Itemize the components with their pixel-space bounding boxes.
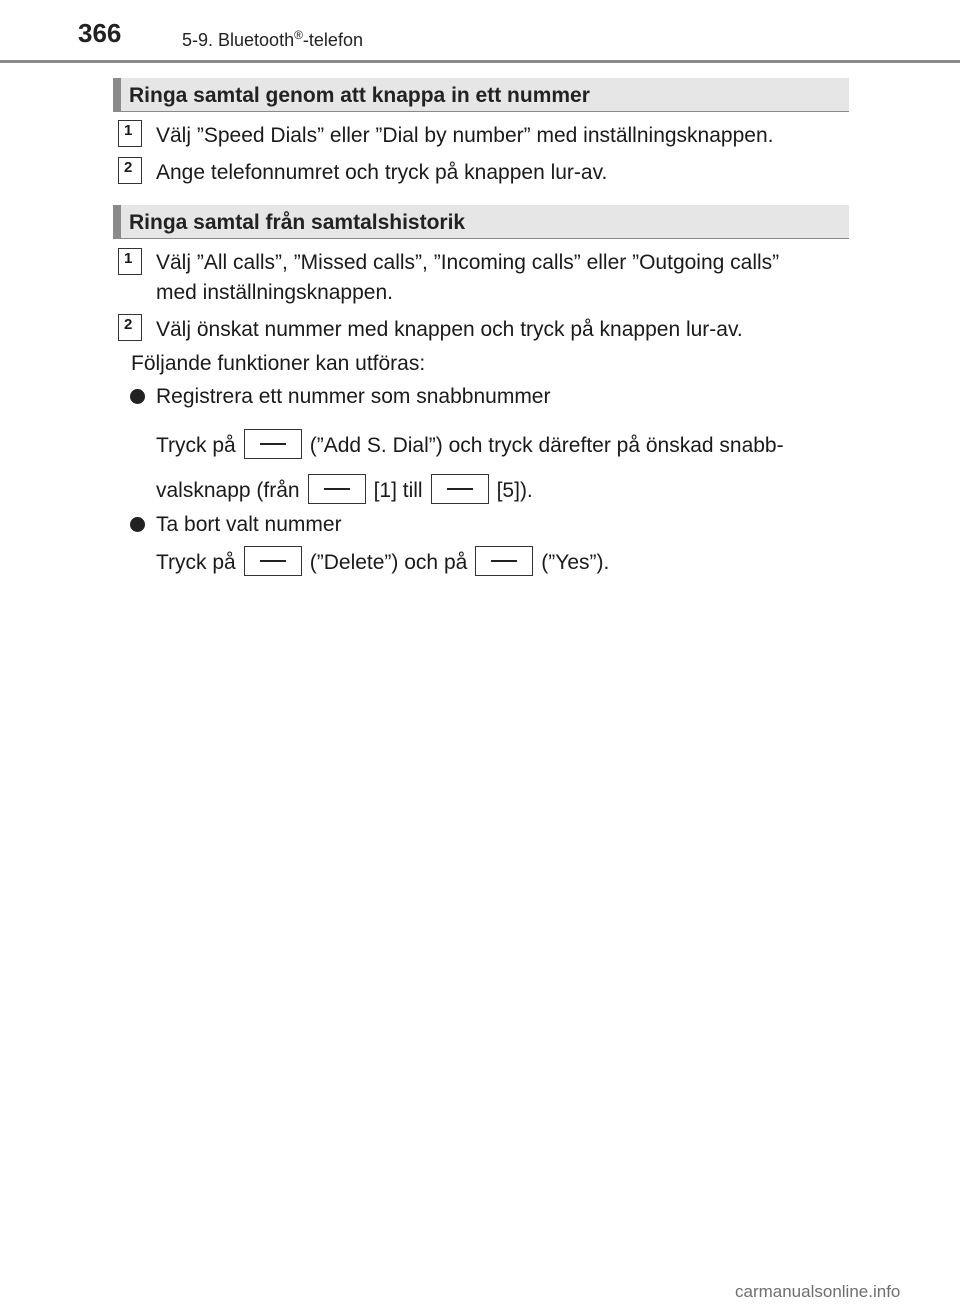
section-heading-call-history: [113, 205, 849, 239]
section-title: Ringa samtal genom att knappa in ett nummer: [129, 84, 590, 107]
step-number-badge: 2: [118, 314, 142, 341]
step-text-continued: med inställningsknappen.: [156, 281, 393, 304]
page-number: 366: [78, 18, 122, 48]
instruction-text: (”Delete”) och på: [309, 551, 468, 574]
chapter-title: [182, 28, 363, 51]
instruction-text: (”Add S. Dial”) och tryck därefter på önskad snabb-: [309, 434, 784, 457]
function-instruction: [156, 476, 533, 506]
step-number-badge: 2: [118, 157, 142, 184]
step-text: Ange telefonnumret och tryck på knappen lur-av.: [156, 161, 608, 184]
chapter-suffix: -telefon: [302, 30, 363, 50]
step-text: Välj ”Speed Dials” eller ”Dial by number” med inställningsknappen.: [156, 124, 774, 147]
functions-intro: Följande funktioner kan utföras:: [131, 352, 426, 375]
header-rule: [0, 60, 960, 63]
function-instruction: [156, 548, 609, 578]
bullet-dot: [130, 389, 145, 404]
screen-button-icon: [244, 429, 302, 459]
instruction-text: Tryck på: [156, 434, 236, 457]
bullet-dot: [130, 517, 145, 532]
page-header: [0, 0, 960, 62]
screen-button-icon: [244, 546, 302, 576]
step-text: Välj önskat nummer med knappen och tryck på knappen lur-av.: [156, 318, 743, 341]
instruction-text: Tryck på: [156, 551, 236, 574]
instruction-text: [5]).: [496, 479, 533, 502]
screen-button-icon: [431, 474, 489, 504]
instruction-text: (”Yes”).: [541, 551, 610, 574]
step-text: Välj ”All calls”, ”Missed calls”, ”Incoming calls” eller ”Outgoing calls”: [156, 251, 780, 274]
section-title: Ringa samtal från samtalshistorik: [129, 211, 466, 234]
watermark: carmanualsonline.info: [735, 1282, 901, 1301]
step-number-badge: 1: [118, 120, 142, 147]
chapter-prefix: 5-9. Bluetooth: [182, 30, 295, 50]
instruction-text: [1] till: [373, 479, 423, 502]
screen-button-icon: [475, 546, 533, 576]
function-title: Ta bort valt nummer: [156, 513, 342, 536]
registered-mark: ®: [294, 28, 303, 42]
instruction-text: valsknapp (från: [156, 479, 300, 502]
step-number-badge: 1: [118, 248, 142, 275]
screen-button-icon: [308, 474, 366, 504]
function-instruction: [156, 431, 784, 461]
function-title: Registrera ett nummer som snabbnummer: [156, 385, 551, 408]
section-heading-dial-number: [113, 78, 849, 112]
